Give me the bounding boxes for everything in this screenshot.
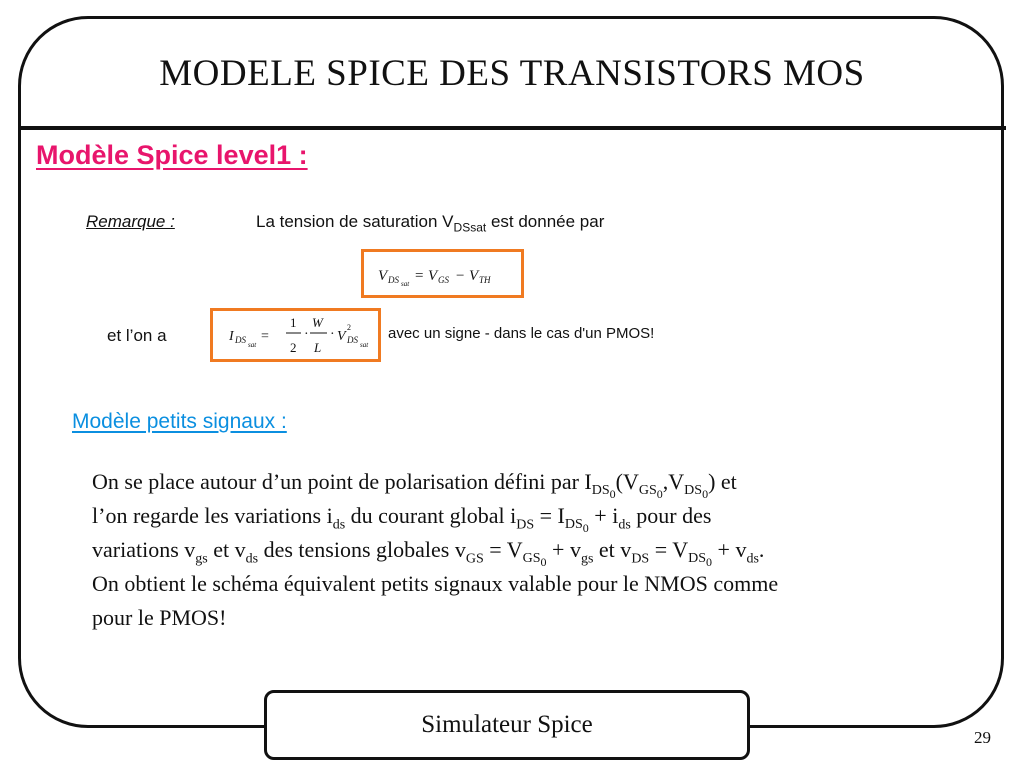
svg-text:2: 2	[347, 323, 351, 332]
formula-vdssat-svg	[364, 252, 521, 295]
paragraph-line-5: pour le PMOS!	[92, 605, 227, 630]
et-on-a-label: et l’on a	[107, 326, 167, 345]
svg-text:V: V	[428, 268, 438, 284]
slide-title: MODELE SPICE DES TRANSISTORS MOS	[159, 53, 865, 94]
formula-vdssat	[361, 249, 524, 298]
svg-text:·: ·	[330, 327, 335, 342]
svg-text:DS: DS	[235, 335, 246, 345]
svg-text:TH: TH	[479, 275, 491, 285]
section-heading-level1: Modèle Spice level1 :	[36, 140, 308, 170]
formula-idssat-svg	[213, 311, 378, 359]
remarque-text: La tension de saturation $V_{DSsat}$ est donnée par	[256, 212, 605, 235]
page-number: 29	[974, 728, 991, 747]
svg-text:sat: sat	[248, 341, 257, 349]
svg-text:V: V	[337, 329, 346, 344]
svg-text:V: V	[378, 268, 388, 284]
svg-text:1: 1	[290, 315, 297, 330]
formula-idssat	[210, 308, 381, 362]
svg-text:2: 2	[290, 340, 297, 355]
svg-text:·: ·	[304, 327, 309, 342]
paragraph-line-2: l’on regarde les variations $i_{ds}$ du courant global $i_{DS} = I_{DS_0} + i_{ds}$ pour des	[92, 503, 712, 536]
svg-text:=: =	[261, 329, 269, 344]
svg-text:DS: DS	[347, 335, 358, 345]
section-heading-small-signals: Modèle petits signaux :	[72, 410, 287, 433]
paragraph-line-1: On se place autour d’un point de polarisation défini par $I_{DS_0}(V_{GS_0},V_{DS_0})$ et	[92, 469, 737, 502]
footer-box	[264, 690, 750, 760]
svg-text:W: W	[312, 315, 323, 330]
remarque-label: Remarque :	[86, 212, 175, 231]
svg-text:DS: DS	[388, 275, 399, 285]
paragraph-line-4: On obtient le schéma équivalent petits signaux valable pour le NMOS comme	[92, 571, 779, 596]
paragraph-line-3: variations $v_{gs}$ et $v_{ds}$ des tensions globales $v_{GS} = V_{GS_0} + v_{gs}$ et $v_{DS} = V_{DS_0} + v_{ds}$.	[92, 537, 765, 570]
title-divider	[18, 126, 1006, 130]
svg-text:sat: sat	[360, 341, 369, 349]
svg-text:V: V	[469, 268, 479, 284]
small-signal-paragraph	[92, 465, 992, 635]
svg-text:I: I	[229, 329, 234, 344]
svg-text:sat: sat	[401, 280, 410, 288]
footer-title: Simulateur Spice	[421, 711, 593, 738]
svg-text:=: =	[415, 268, 424, 284]
svg-text:−: −	[456, 268, 465, 284]
svg-text:L: L	[314, 340, 322, 355]
pmos-sign-note: avec un signe - dans le cas d'un PMOS!	[388, 325, 655, 342]
svg-text:GS: GS	[438, 275, 449, 285]
